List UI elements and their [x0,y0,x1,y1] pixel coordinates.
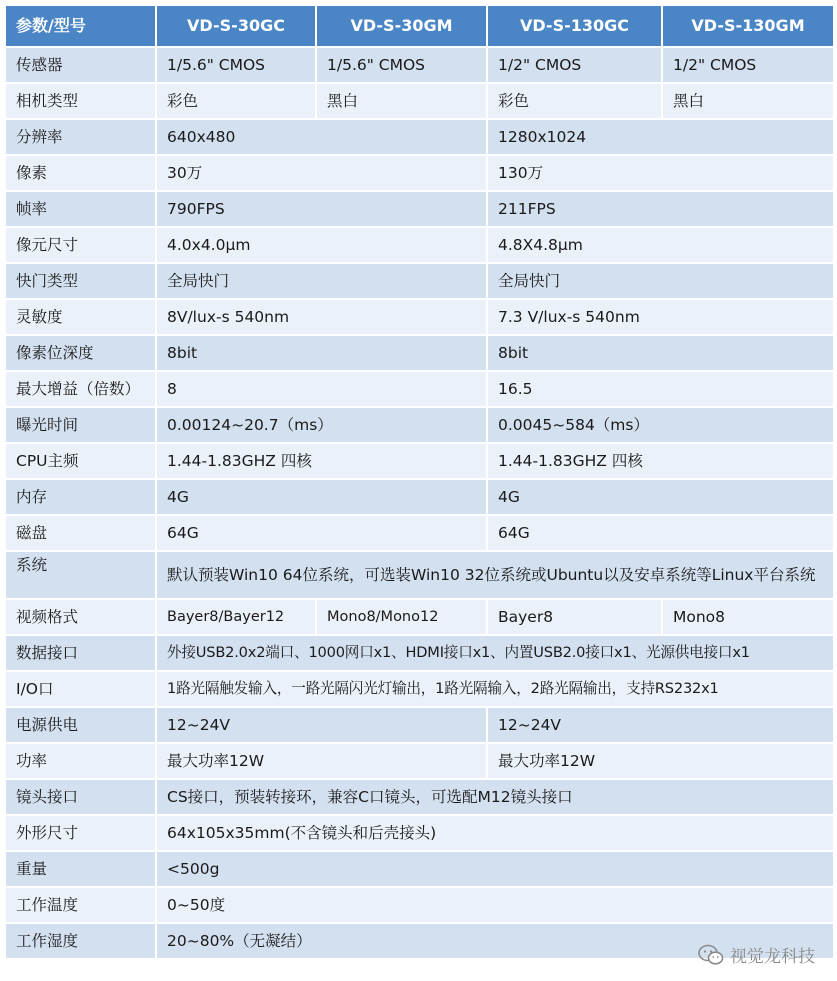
row-label: 数据接口 [5,635,156,671]
cell-value: 12~24V [156,707,487,743]
cell-value: 彩色 [487,83,662,119]
row-label: 外形尺寸 [5,815,156,851]
cell-value: 全局快门 [487,263,834,299]
cell-value: <500g [156,851,834,887]
cell-value: 64G [156,515,487,551]
table-row [5,407,834,443]
cell-value: 0~50度 [156,887,834,923]
cell-value: Mono8 [662,599,834,635]
cell-value: 0.00124~20.7（ms） [156,407,487,443]
cell-value: 130万 [487,155,834,191]
cell-value: Mono8/Mono12 [316,599,487,635]
row-label: 像素位深度 [5,335,156,371]
cell-value: 1/2" CMOS [662,47,834,83]
table-row [5,227,834,263]
cell-value: 30万 [156,155,487,191]
cell-value: 64x105x35mm(不含镜头和后壳接头) [156,815,834,851]
cell-value: 4G [487,479,834,515]
cell-value: 1路光隔触发输入，一路光隔闪光灯输出，1路光隔输入，2路光隔输出，支持RS232x1 [156,671,834,707]
model-header: VD-S-130GC [487,5,662,47]
cell-value: 64G [487,515,834,551]
row-label: 分辨率 [5,119,156,155]
cell-value: Bayer8 [487,599,662,635]
table-row [5,335,834,371]
table-row [5,191,834,227]
row-label: 内存 [5,479,156,515]
spec-table [4,4,835,960]
cell-value: 0.0045~584（ms） [487,407,834,443]
cell-value: 外接USB2.0x2端口、1000网口x1、HDMI接口x1、内置USB2.0接口x1、光源供电接口x1 [156,635,834,671]
cell-value: 黑白 [662,83,834,119]
cell-value: 8 [156,371,487,407]
row-label: I/O口 [5,671,156,707]
row-label: 传感器 [5,47,156,83]
table-row [5,887,834,923]
cell-value: 211FPS [487,191,834,227]
cell-value: 黑白 [316,83,487,119]
row-label: 曝光时间 [5,407,156,443]
table-row [5,263,834,299]
cell-value: Bayer8/Bayer12 [156,599,316,635]
table-row [5,743,834,779]
table-row [5,671,834,707]
cell-value: 4.0x4.0μm [156,227,487,263]
cell-value: 4.8X4.8μm [487,227,834,263]
row-label: 系统 [5,551,156,599]
cell-value: CS接口，预装转接环，兼容C口镜头，可选配M12镜头接口 [156,779,834,815]
cell-value: 1.44-1.83GHZ 四核 [487,443,834,479]
cell-value: 20~80%（无凝结） [156,923,834,959]
row-label: 像素 [5,155,156,191]
row-label: 重量 [5,851,156,887]
table-row [5,155,834,191]
cell-value: 最大功率12W [487,743,834,779]
cell-value: 16.5 [487,371,834,407]
table-row [5,443,834,479]
cell-value: 790FPS [156,191,487,227]
row-label: CPU主频 [5,443,156,479]
cell-value: 8bit [487,335,834,371]
row-label: 视频格式 [5,599,156,635]
cell-value: 彩色 [156,83,316,119]
cell-value: 1.44-1.83GHZ 四核 [156,443,487,479]
row-label: 相机类型 [5,83,156,119]
cell-value: 全局快门 [156,263,487,299]
cell-value: 1/5.6" CMOS [316,47,487,83]
row-label: 灵敏度 [5,299,156,335]
cell-value: 7.3 V/lux-s 540nm [487,299,834,335]
cell-value: 8V/lux-s 540nm [156,299,487,335]
table-row [5,371,834,407]
table-row [5,599,834,635]
model-header: VD-S-130GM [662,5,834,47]
cell-value: 640x480 [156,119,487,155]
table-row [5,83,834,119]
table-row [5,119,834,155]
wechat-icon [698,944,724,966]
cell-value: 12~24V [487,707,834,743]
model-header: VD-S-30GM [316,5,487,47]
row-label: 快门类型 [5,263,156,299]
row-label: 电源供电 [5,707,156,743]
table-row [5,707,834,743]
param-header: 参数/型号 [5,5,156,47]
row-label: 磁盘 [5,515,156,551]
row-label: 像元尺寸 [5,227,156,263]
table-row [5,47,834,83]
row-label: 工作湿度 [5,923,156,959]
table-row [5,779,834,815]
row-label: 工作温度 [5,887,156,923]
table-row [5,515,834,551]
table-row [5,479,834,515]
header-row [5,5,834,47]
table-row [5,851,834,887]
row-label: 最大增益（倍数） [5,371,156,407]
table-row [5,299,834,335]
model-header: VD-S-30GC [156,5,316,47]
cell-value: 4G [156,479,487,515]
cell-value: 1280x1024 [487,119,834,155]
watermark [698,942,815,967]
cell-value: 默认预装Win10 64位系统，可选装Win10 32位系统或Ubuntu以及安卓系统等Linux平台系统 [156,551,834,599]
cell-value: 8bit [156,335,487,371]
row-label: 帧率 [5,191,156,227]
table-row [5,551,834,599]
cell-value: 1/2" CMOS [487,47,662,83]
cell-value: 最大功率12W [156,743,487,779]
cell-value: 1/5.6" CMOS [156,47,316,83]
table-row [5,815,834,851]
table-row [5,635,834,671]
row-label: 功率 [5,743,156,779]
watermark-text: 视觉龙科技 [730,947,815,967]
row-label: 镜头接口 [5,779,156,815]
